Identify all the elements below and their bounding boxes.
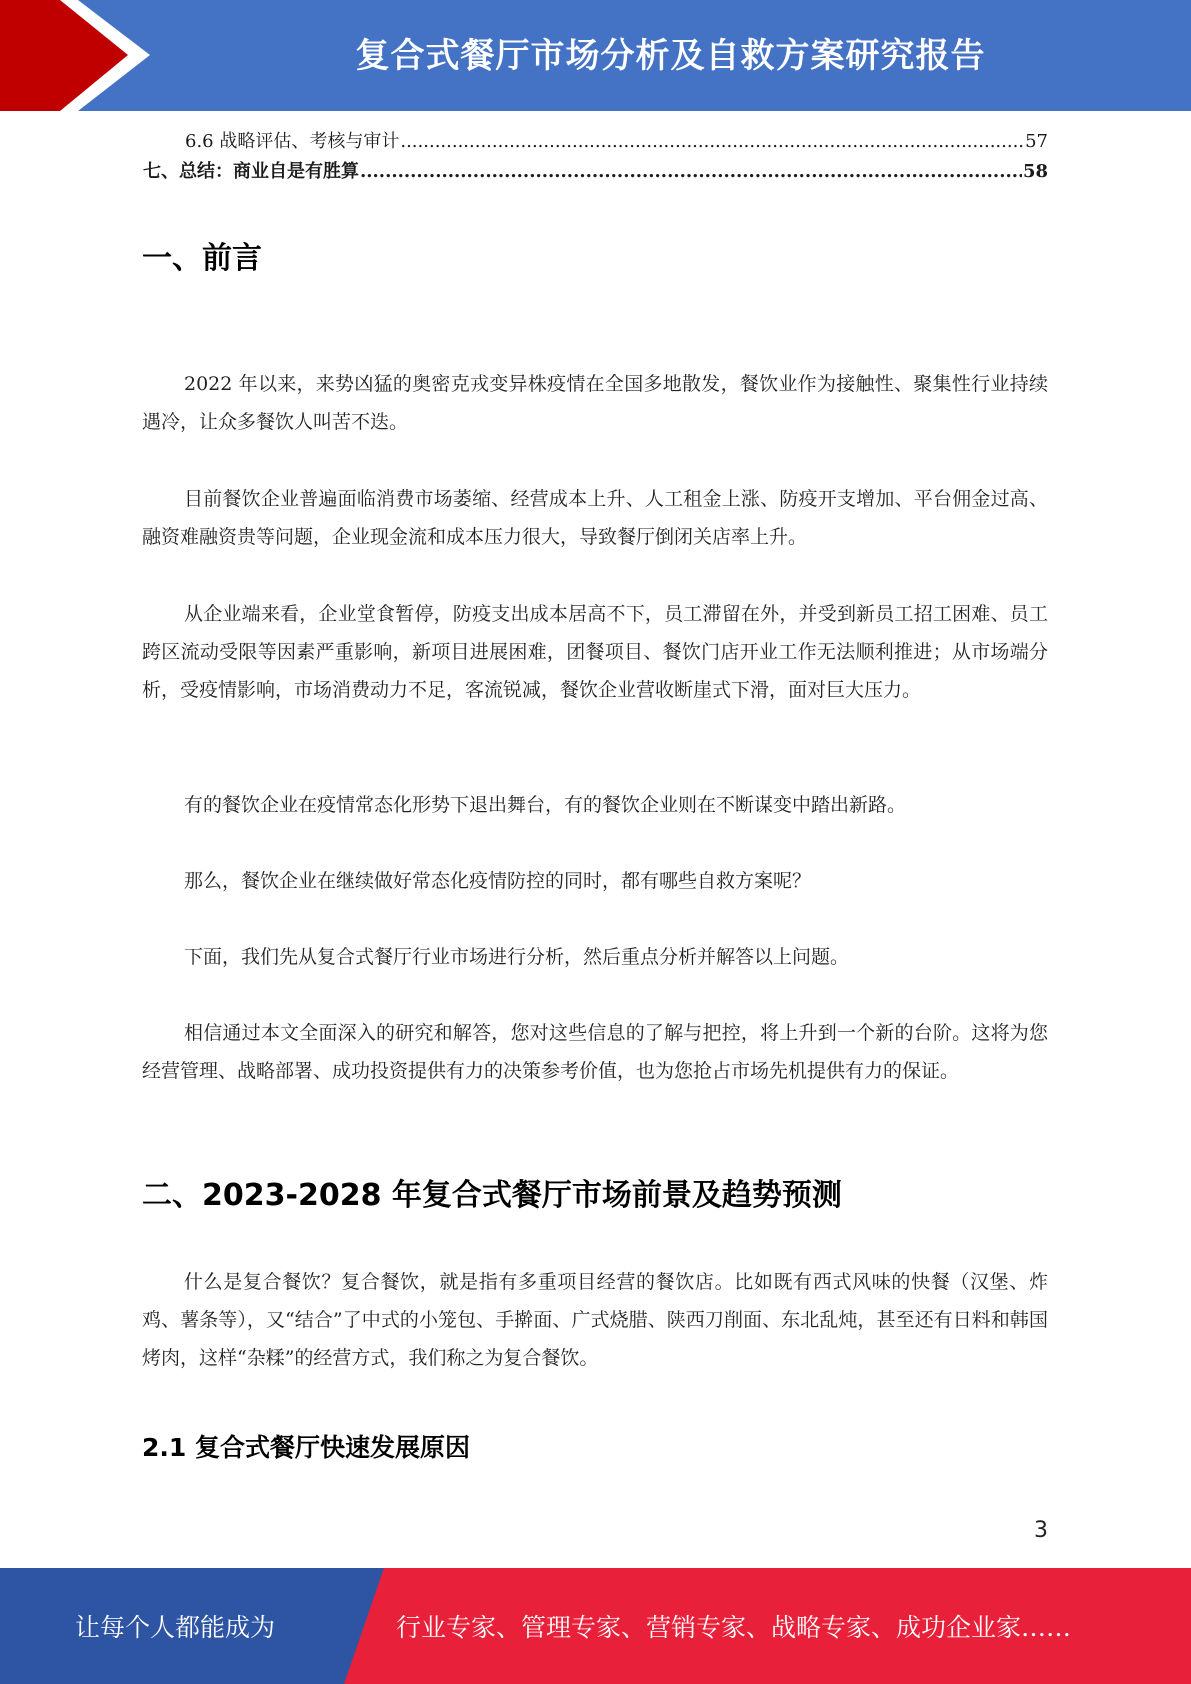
toc-entry-page: 58 (1022, 161, 1048, 182)
paragraph: 目前餐饮企业普遍面临消费市场萎缩、经营成本上升、人工租金上涨、防疫开支增加、平台佣金过高、融资难融资贵等问题，企业现金流和成本压力很大，导致餐厅倒闭关店率上升。 (142, 488, 1048, 548)
section-heading: 一、前言 (142, 241, 262, 276)
toc-entry[interactable] (143, 157, 1048, 187)
toc-entry[interactable] (143, 127, 1048, 157)
paragraph: 那么，餐饮企业在继续做好常态化疫情防控的同时，都有哪些自救方案呢？ (184, 870, 812, 892)
page-header (0, 0, 1191, 111)
red-chevron-icon (0, 0, 160, 111)
paragraph: 相信通过本文全面深入的研究和解答，您对这些信息的了解与把控，将上升到一个新的台阶。这将为您经营管理、战略部署、成功投资提供有力的决策参考价值，也为您抢占市场先机提供有力的保证。 (142, 1022, 1048, 1082)
paragraph: 下面，我们先从复合式餐厅行业市场进行分析，然后重点分析并解答以上问题。 (184, 946, 850, 968)
toc-entry-label: 6.6 战略评估、考核与审计 (185, 131, 400, 152)
toc-leader-dots (400, 127, 1024, 157)
page-footer (0, 1568, 1191, 1684)
paragraph: 什么是复合餐饮？复合餐饮，就是指有多重项目经营的餐饮店。比如既有西式风味的快餐（汉堡、炸鸡、薯条等），又“结合”了中式的小笼包、手擀面、广式烧腊、陕西刀削面、东北乱炖，甚至还有日料和韩国烤肉，这样“杂糅”的经营方式，我们称之为复合餐饮。 (142, 1271, 1048, 1369)
paragraph: 从企业端来看，企业堂食暂停，防疫支出成本居高不下，员工滞留在外，并受到新员工招工困难、员工跨区流动受限等因素严重影响，新项目进展困难，团餐项目、餐饮门店开业工作无法顺利推进；从市场端分析，受疫情影响，市场消费动力不足，客流锐减，餐饮企业营收断崖式下滑，面对巨大压力。 (142, 603, 1048, 701)
footer-slogan-right: 行业专家、管理专家、营销专家、战略专家、成功企业家…… (396, 1613, 1072, 1642)
subsection-heading: 2.1 复合式餐厅快速发展原因 (142, 1433, 470, 1462)
toc-leader-dots (360, 157, 1022, 187)
footer-slogan-left: 让每个人都能成为 (74, 1613, 275, 1642)
table-of-contents (143, 127, 1048, 187)
page-number: 3 (1034, 1518, 1048, 1543)
paragraph: 2022 年以来，来势凶猛的奥密克戎变异株疫情在全国多地散发，餐饮业作为接触性、聚集性行业持续遇冷，让众多餐饮人叫苦不迭。 (142, 373, 1048, 433)
document-title: 复合式餐厅市场分析及自救方案研究报告 (355, 36, 986, 76)
paragraph: 有的餐饮企业在疫情常态化形势下退出舞台，有的餐饮企业则在不断谋变中踏出新路。 (184, 794, 907, 816)
toc-entry-label: 七、总结：商业自是有胜算 (143, 161, 359, 182)
section-heading: 二、2023-2028 年复合式餐厅市场前景及趋势预测 (142, 1178, 842, 1213)
toc-entry-page: 57 (1025, 131, 1048, 152)
